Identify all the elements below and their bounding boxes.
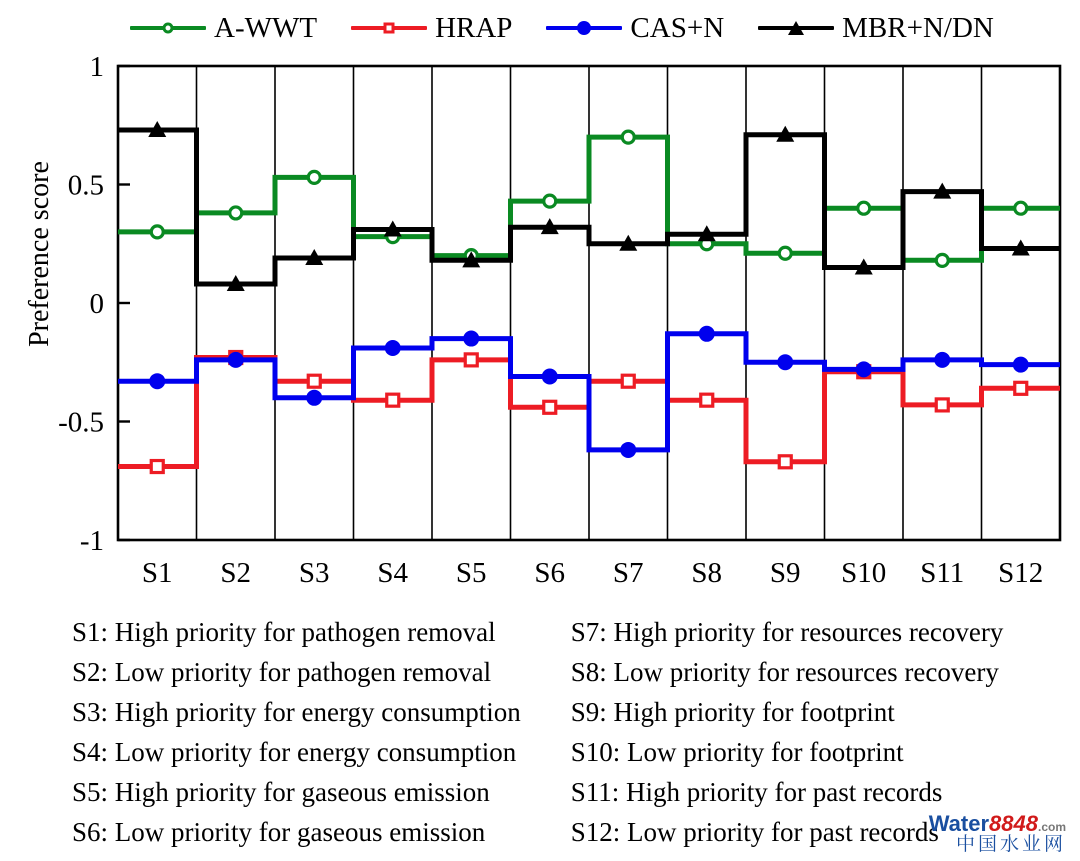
x-tick-label: S7	[612, 557, 644, 589]
data-point	[777, 354, 793, 370]
x-tick-label: S2	[220, 557, 252, 589]
data-point	[387, 394, 399, 406]
plot-area	[0, 48, 1080, 593]
data-point	[779, 247, 791, 259]
scenario-line-s2: S2: Low priority for pathogen removal	[72, 657, 492, 687]
chart-legend	[130, 6, 1060, 50]
scenario-line-s1: S1: High priority for pathogen removal	[72, 617, 496, 647]
data-point	[779, 456, 791, 468]
y-tick-label: 1	[89, 51, 104, 83]
data-point	[544, 195, 556, 207]
data-point	[151, 461, 163, 473]
data-point	[699, 326, 715, 342]
data-point	[544, 401, 556, 413]
watermark-subtitle: 中国水业网	[955, 834, 1066, 856]
scenario-legend-right	[521, 612, 1080, 860]
legend-label-hrap: HRAP	[435, 11, 513, 44]
x-tick-label: S8	[691, 557, 723, 589]
data-point	[542, 368, 558, 384]
data-point	[622, 375, 634, 387]
legend-swatch-hrap	[351, 17, 427, 39]
data-point	[1015, 202, 1027, 214]
legend-label-mbr-n-dn: MBR+N/DN	[842, 11, 994, 44]
scenario-line-s4: S4: Low priority for energy consumption	[72, 737, 517, 767]
scenario-legend	[0, 612, 1080, 860]
x-tick-label: S11	[920, 557, 965, 589]
x-tick-label: S3	[298, 557, 330, 589]
scenario-line-s12: S12: Low priority for past records	[570, 817, 939, 847]
y-tick-label: -1	[79, 525, 104, 557]
data-point	[306, 390, 322, 406]
scenario-line-s9: S9: High priority for footprint	[570, 697, 895, 727]
y-tick-label: -0.5	[58, 406, 104, 439]
data-point	[620, 442, 636, 458]
data-point	[465, 354, 477, 366]
y-tick-label: 0.5	[67, 169, 104, 202]
x-tick-label: S12	[998, 557, 1044, 589]
x-tick-label: S1	[141, 557, 173, 589]
data-point	[936, 399, 948, 411]
legend-item-cas-n	[546, 11, 725, 44]
data-point	[308, 375, 320, 387]
watermark-suffix: .com	[1037, 819, 1066, 834]
scenario-legend-left	[72, 612, 521, 860]
data-point	[1013, 357, 1029, 373]
data-point	[622, 131, 634, 143]
scenario-line-s3: S3: High priority for energy consumption	[72, 697, 521, 727]
x-tick-label: S5	[455, 557, 487, 589]
data-point	[151, 226, 163, 238]
data-point	[856, 361, 872, 377]
x-tick-label: S9	[769, 557, 801, 589]
y-tick-label: 0	[89, 288, 104, 320]
chart-svg	[0, 48, 1080, 593]
data-point	[858, 202, 870, 214]
legend-label-a-wwt: A-WWT	[214, 11, 318, 44]
x-tick-label: S4	[377, 557, 409, 589]
x-tick-label: S10	[841, 557, 887, 589]
scenario-line-s11: S11: High priority for past records	[570, 777, 943, 807]
scenario-line-s6: S6: Low priority for gaseous emission	[72, 817, 486, 847]
x-tick-label: S6	[534, 557, 566, 589]
legend-item-hrap	[351, 11, 513, 44]
data-point	[463, 331, 479, 347]
legend-swatch-cas-n	[546, 17, 622, 39]
data-point	[1015, 382, 1027, 394]
scenario-line-s5: S5: High priority for gaseous emission	[72, 777, 490, 807]
watermark-brand-text: Water	[928, 810, 990, 836]
scenario-line-s7: S7: High priority for resources recovery	[570, 617, 1004, 647]
data-point	[385, 340, 401, 356]
data-point	[149, 373, 165, 389]
data-point	[701, 394, 713, 406]
data-point	[934, 352, 950, 368]
legend-item-mbr-n-dn	[758, 11, 994, 44]
scenario-line-s8: S8: Low priority for resources recovery	[570, 657, 999, 687]
legend-swatch-mbr-n-dn	[758, 17, 834, 39]
scenario-line-s10: S10: Low priority for footprint	[570, 737, 904, 767]
data-point	[308, 171, 320, 183]
legend-label-cas-n: CAS+N	[630, 11, 725, 44]
data-point	[936, 254, 948, 266]
y-axis-label: Preference score	[24, 161, 55, 347]
data-point	[228, 352, 244, 368]
legend-item-a-wwt	[130, 11, 318, 44]
data-point	[230, 207, 242, 219]
watermark-number: 8848	[989, 810, 1038, 836]
legend-swatch-a-wwt	[130, 17, 206, 39]
